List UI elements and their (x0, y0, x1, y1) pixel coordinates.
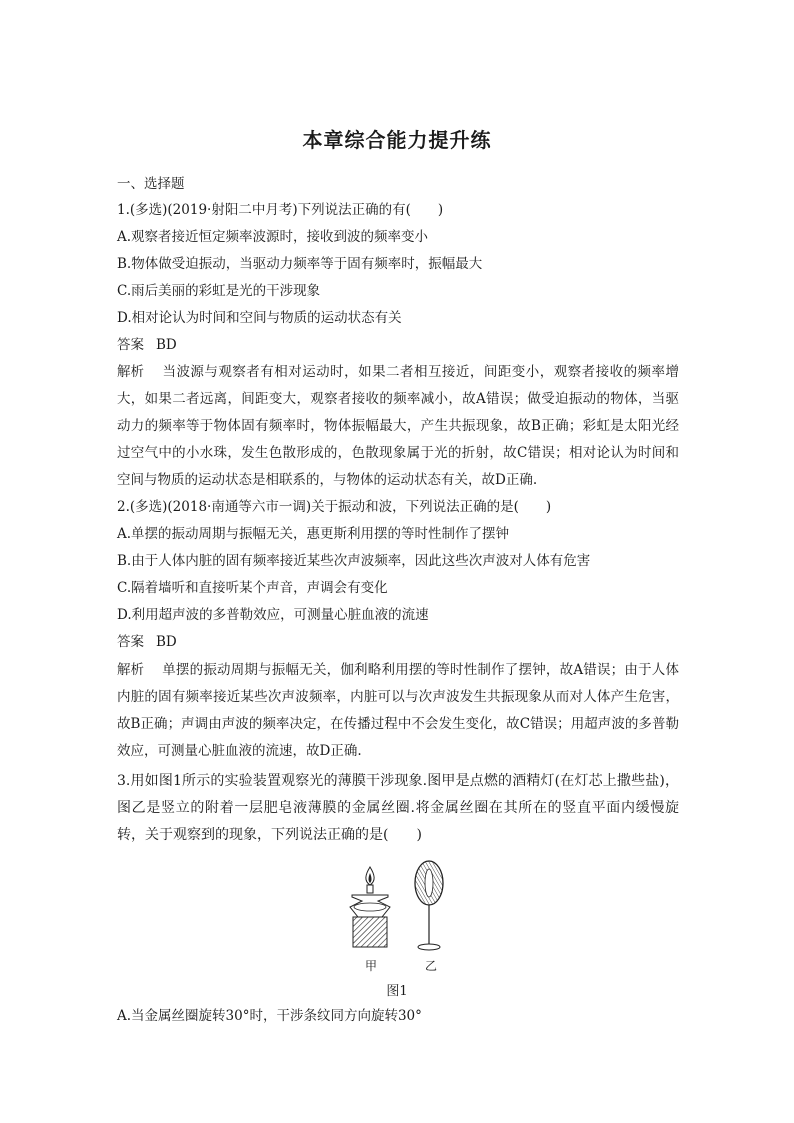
question-1-stem: 1.(多选)(2019·射阳二中月考)下列说法正确的有( ) (117, 202, 444, 218)
answer-label: 答案 (117, 634, 144, 650)
question-1-answer (117, 336, 177, 354)
analysis-text: 单摆的振动周期与振幅无关，伽利略利用摆的等时性制作了摆钟，故A错误；由于人体内脏的固有频率接近某些次声波频率，内脏可以与次声波发生共振现象从而对人体产生危害，故B正确；声调由声波的频率决定，在传播过程中不会发生变化，故C错误；用超声波的多普勒效应，可测量心脏血液的流速，故D正确. (117, 662, 679, 759)
question-2-stem: 2.(多选)(2018·南通等六市一调)关于振动和波，下列说法正确的是( ) (117, 499, 552, 515)
question-1-option-a: A.观察者接近恒定频率波源时，接收到波的频率变小 (117, 229, 429, 245)
question-2-option-a: A.单摆的振动周期与振幅无关，惠更斯利用摆的等时性制作了摆钟 (117, 526, 510, 542)
question-1-option-c: C.雨后美丽的彩虹是光的干涉现象 (117, 283, 321, 299)
question-1-option-d: D.相对论认为时间和空间与物质的运动状态有关 (117, 310, 402, 326)
figure-caption: 图1 (386, 984, 408, 999)
question-1-analysis (117, 359, 679, 494)
question-3-stem: 3.用如图1所示的实验装置观察光的薄膜干涉现象.图甲是点燃的酒精灯(在灯芯上撒些盐)，图乙是竖立的附着一层肥皂液薄膜的金属丝圈.将金属丝圈在其所在的竖直平面内缓慢旋转，关于观察到的现象，下列说法正确的是( ) (117, 773, 679, 843)
lamp-and-wire-loop-illustration (330, 853, 450, 958)
section-heading: 一、选择题 (117, 176, 185, 192)
analysis-label: 解析 (117, 364, 144, 380)
question-2-option-b: B.由于人体内脏的固有频率接近某些次声波频率，因此这些次声波对人体有危害 (117, 553, 591, 569)
question-2-answer (117, 633, 177, 651)
alcohol-lamp-icon (350, 867, 390, 947)
wire-loop-icon (415, 861, 443, 950)
answer-label: 答案 (117, 337, 144, 353)
question-2-option-c: C.隔着墙听和直接听某个声音，声调会有变化 (117, 580, 388, 596)
question-1-option-b: B.物体做受迫振动，当驱动力频率等于固有频率时，振幅最大 (117, 256, 483, 272)
question-3-option-a: A.当金属丝圈旋转30°时，干涉条纹同方向旋转30° (117, 1008, 422, 1024)
answer-value: BD (156, 337, 177, 353)
figure-1 (330, 853, 450, 973)
figure-label-jia: 甲 (365, 959, 378, 973)
analysis-label: 解析 (117, 662, 144, 678)
question-2-option-d: D.利用超声波的多普勒效应，可测量心脏血液的流速 (117, 607, 429, 623)
question-2-analysis (117, 657, 679, 765)
answer-value: BD (156, 634, 177, 650)
page-title: 本章综合能力提升练 (302, 128, 492, 152)
figure-label-yi: 乙 (425, 959, 438, 973)
analysis-text: 当波源与观察者有相对运动时，如果二者相互接近，间距变小，观察者接收的频率增大，如果二者远离，间距变大，观察者接收的频率减小，故A错误；做受迫振动的物体，当驱动力的频率等于物体固有频率时，物体振幅最大，产生共振现象，故B正确；彩虹是太阳光经过空气中的小水珠，发生色散形成的，色散现象属于光的折射，故C错误；相对论认为时间和空间与物质的运动状态是相联系的，与物体的运动状态有关，故D正确. (117, 364, 679, 488)
